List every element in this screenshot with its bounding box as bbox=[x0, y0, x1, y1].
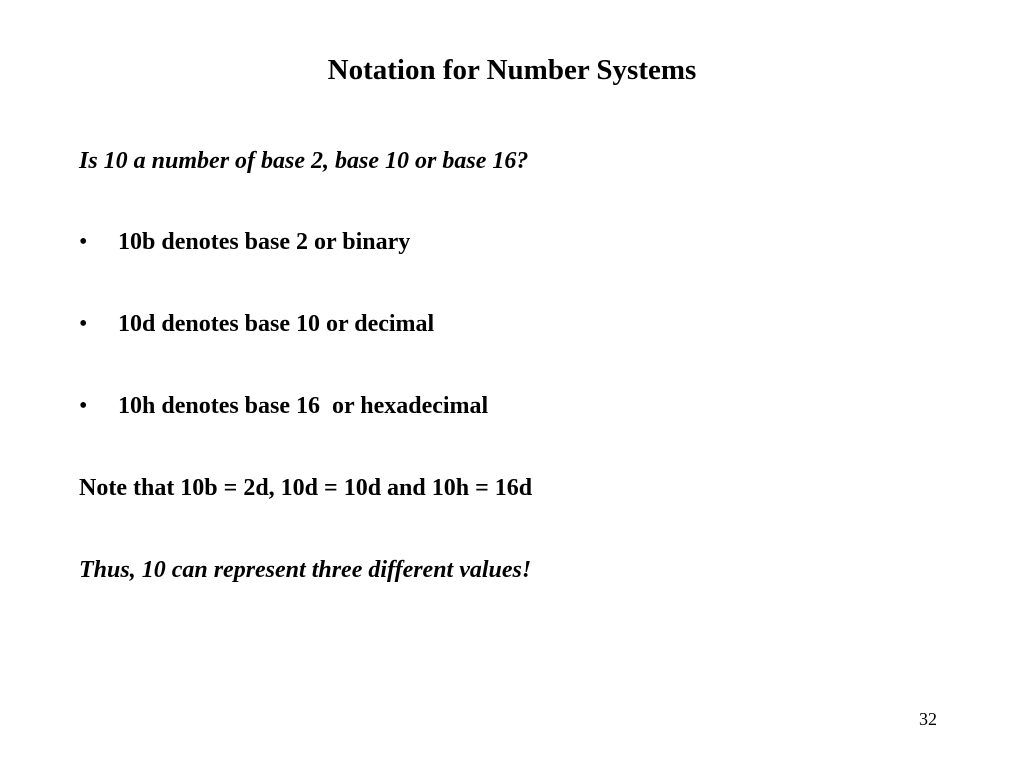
conclusion-text: Thus, 10 can represent three different values! bbox=[79, 557, 532, 583]
bullet-marker: • bbox=[79, 393, 88, 419]
page-number: 32 bbox=[919, 709, 937, 729]
bullet-item-binary bbox=[79, 226, 879, 258]
bullet-marker: • bbox=[79, 229, 88, 255]
bullet-item-decimal bbox=[79, 308, 879, 340]
slide-title: Notation for Number Systems bbox=[327, 54, 697, 86]
bullet-item-hexadecimal bbox=[79, 390, 879, 422]
bullet-marker: • bbox=[79, 311, 88, 337]
note-text: Note that 10b = 2d, 10d = 10d and 10h = 16d bbox=[79, 475, 533, 501]
bullet-text: 10b denotes base 2 or binary bbox=[118, 229, 411, 255]
bullet-text: 10h denotes base 16 or hexadecimal bbox=[118, 393, 489, 419]
bullet-text: 10d denotes base 10 or decimal bbox=[118, 311, 435, 337]
question-text: Is 10 a number of base 2, base 10 or base 16? bbox=[79, 148, 529, 174]
